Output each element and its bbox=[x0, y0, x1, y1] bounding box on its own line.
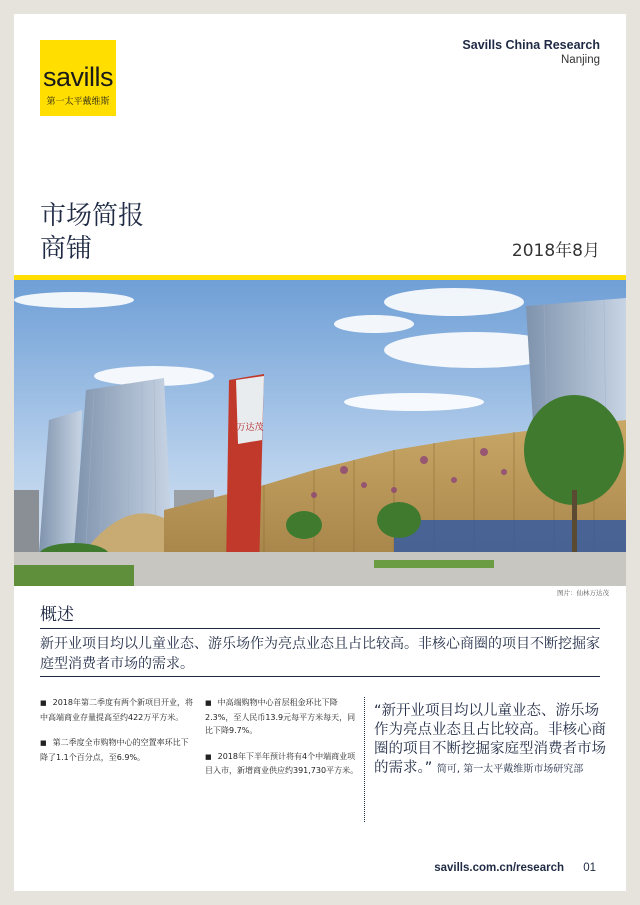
report-date: 2018年8月 bbox=[511, 241, 600, 261]
cover-photo bbox=[14, 280, 626, 586]
bullet-item: ■ 中高端购物中心首层租金环比下降2.3%，至人民币13.9元每平方米每天，同比下降9.7%。 bbox=[205, 698, 356, 735]
quote-text: “新开业项目均以儿童业态、游乐场作为亮点业态且占比较高。非核心商圈的项目不断挖掘家庭型消费者市场的需求。” bbox=[374, 703, 606, 776]
bullet-item: ■ 2018年第二季度有两个新项目开业，将中高端商业存量提高至约422万平方米。 bbox=[40, 698, 193, 722]
overview-rule-top bbox=[40, 628, 600, 629]
brand-city: Nanjing bbox=[561, 54, 600, 66]
report-title-line2: 商铺 bbox=[40, 234, 93, 264]
overview-heading: 概述 bbox=[40, 605, 74, 625]
pull-quote bbox=[374, 702, 606, 779]
overview-lead: 新开业项目均以儿童业态、游乐场作为亮点业态且占比较高。非核心商圈的项目不断挖掘家庭型消费者市场的需求。 bbox=[40, 636, 600, 672]
quote-source: 简可, 第一太平戴维斯市场研究部 bbox=[436, 764, 584, 775]
sign-text: 万达茂 bbox=[236, 423, 264, 433]
bullet-item: ■ 2018年下半年预计将有4个中端商业项目入市，新增商业供应约391,730平方米。 bbox=[205, 751, 359, 775]
bullet-square-icon: ■ bbox=[40, 699, 47, 707]
logo-chinese-name: 第一太平戴维斯 bbox=[46, 97, 110, 107]
footer-url[interactable]: savills.com.cn/research bbox=[434, 862, 564, 874]
quote-divider bbox=[364, 697, 365, 822]
bullet-square-icon: ■ bbox=[205, 699, 212, 707]
cover-photo-illustration bbox=[14, 280, 626, 586]
savills-logo bbox=[40, 40, 116, 116]
bullet-column-right bbox=[205, 696, 361, 790]
bullet-square-icon: ■ bbox=[40, 739, 47, 747]
bullet-item: ■ 第二季度全市购物中心的空置率环比下降了1.1个百分点，至6.9%。 bbox=[40, 738, 189, 762]
logo-wordmark: savills bbox=[42, 62, 113, 92]
report-title-line1: 市场简报 bbox=[40, 201, 145, 231]
overview-rule-bottom bbox=[40, 676, 600, 677]
report-page bbox=[14, 14, 626, 891]
brand-title: Savills China Research bbox=[462, 38, 600, 52]
photo-credit: 图片：仙林万达茂 bbox=[557, 589, 609, 597]
page-number: 01 bbox=[583, 862, 596, 874]
bullet-column-left bbox=[40, 696, 196, 776]
bullet-square-icon: ■ bbox=[205, 752, 212, 761]
